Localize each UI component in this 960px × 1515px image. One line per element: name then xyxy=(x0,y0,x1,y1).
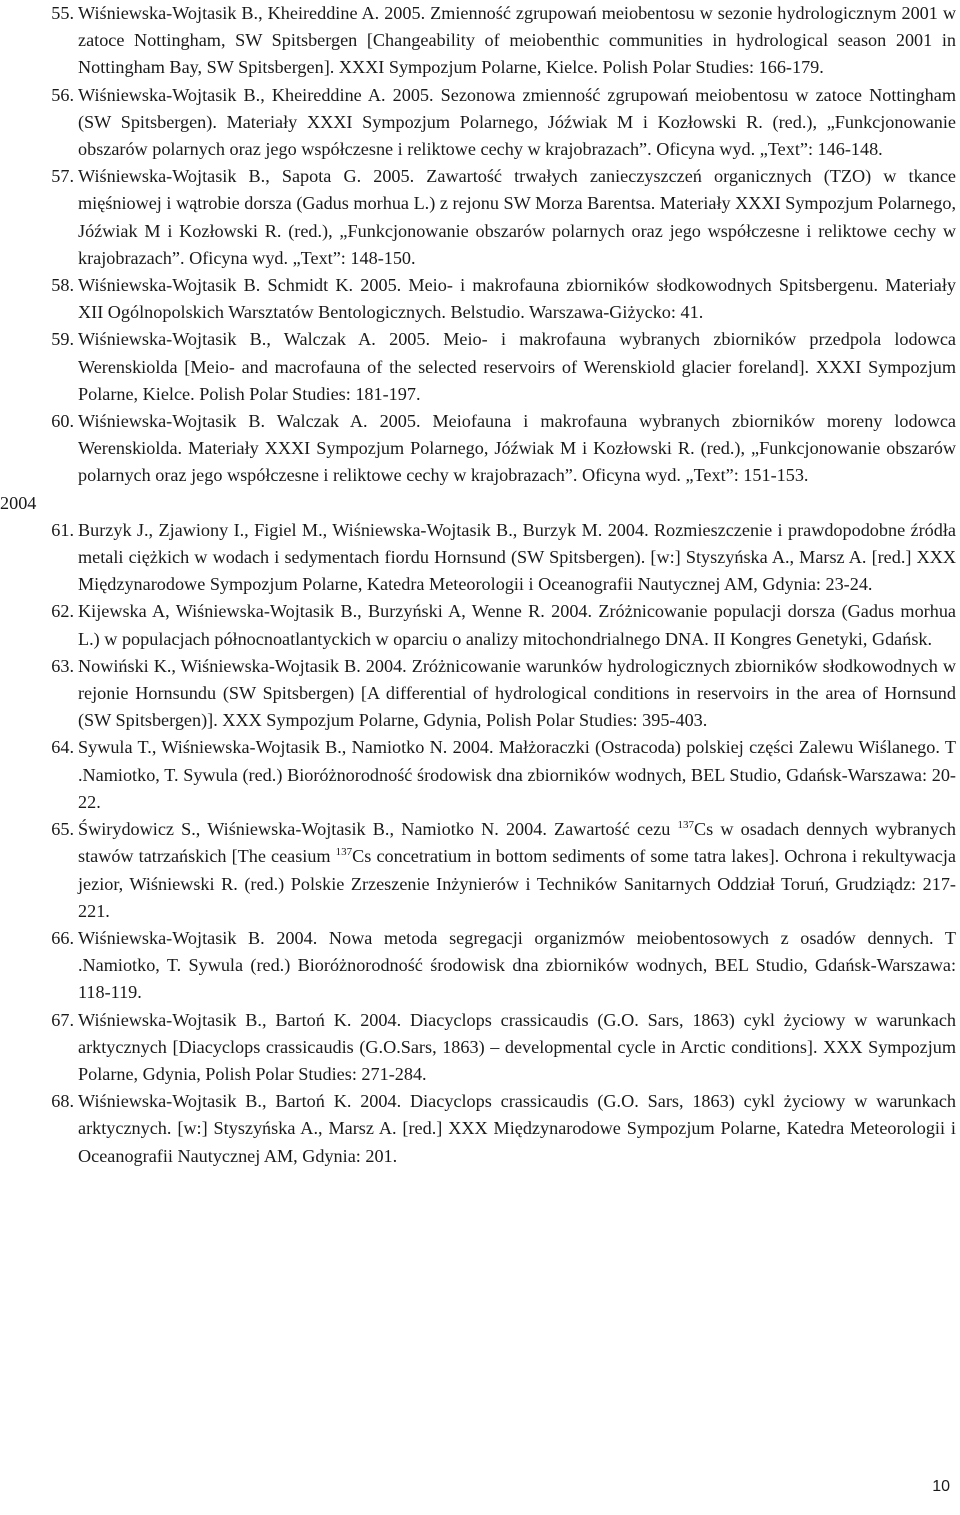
reference-entry xyxy=(51,82,956,164)
entry-number: 66. xyxy=(51,927,74,948)
entry-number: 67. xyxy=(51,1009,74,1030)
entry-text: Wiśniewska-Wojtasik B. Schmidt K. 2005. Meio- i makrofauna zbiorników słodkowodnych Spitsbergenu. Materiały XII Ogólnopolskich Warsztatów Bentologicznych. Belstudio. Warszawa-Giżycko: 41. xyxy=(78,275,956,323)
reference-entry xyxy=(51,1088,956,1170)
isotope-superscript: 137 xyxy=(677,819,694,832)
entry-text: Sywula T., Wiśniewska-Wojtasik B., Namiotko N. 2004. Małżoraczki (Ostracoda) polskiej części Zalewu Wiślanego. T .Namiotko, T. Sywula (red.) Bioróżnorodność środowisk dna zbiorników wodnych, BEL Studio, Gdańsk-Warszawa: 20-22. xyxy=(78,737,956,812)
reference-entry xyxy=(51,734,956,816)
entry-text: Wiśniewska-Wojtasik B., Kheireddine A. 2005. Sezonowa zmienność zgrupowań meiobentosu w zatoce Nottingham (SW Spitsbergen). Materiały XXXI Sympozjum Polarnego, Jóźwiak M i Kozłowski R. (red.), „Funkcjonowanie obszarów polarnych oraz jego współczesne i reliktowe cechy w krajobrazach”. Oficyna wyd. „Text”: 146-148. xyxy=(78,84,956,160)
entry-number: 63. xyxy=(51,655,74,676)
entry-number: 65. xyxy=(51,819,74,840)
entry-number: 58. xyxy=(51,275,74,296)
entry-text: Kijewska A, Wiśniewska-Wojtasik B., Burzyński A, Wenne R. 2004. Zróżnicowanie populacji dorsza (Gadus morhua L.) w populacjach północnoatlantyckich w oparciu o analizy mitochondrialnego DNA. II Kongres Genetyki, Gdańsk. xyxy=(78,601,956,649)
entry-text: Wiśniewska-Wojtasik B., Walczak A. 2005. Meio- i makrofauna wybranych zbiorników przedpola lodowca Werenskiolda [Meio- and macrofauna of the selected reservoirs of Werenskiold glacier foreland]. XXXI Sympozjum Polarne, Kielce. Polish Polar Studies: 181-197. xyxy=(78,329,956,404)
reference-entry xyxy=(51,598,956,652)
entry-number: 55. xyxy=(51,3,74,23)
entry-text: Nowiński K., Wiśniewska-Wojtasik B. 2004. Zróżnicowanie warunków hydrologicznych zbiorników słodkowodnych w rejonie Hornsundu (SW Spitsbergen) [A differential of hydrological conditions in reservoirs in the area of Hornsund (SW Spitsbergen)]. XXX Sympozjum Polarne, Gdynia, Polish Polar Studies: 395-403. xyxy=(78,655,956,731)
reference-entry xyxy=(51,0,956,82)
entry-number: 56. xyxy=(51,84,74,105)
entry-text: Burzyk J., Zjawiony I., Figiel M., Wiśniewska-Wojtasik B., Burzyk M. 2004. Rozmieszczenie i prawdopodobne źródła metali ciężkich w wodach i sedymentach fiordu Hornsund (SW Spitsbergen). [w:] Styszyńska A., Marsz A. [red.] XXX Międzynarodowe Sympozjum Polarne, Katedra Meteorologii i Oceanografii Nautycznej AM, Gdynia: 23-24. xyxy=(78,519,956,595)
reference-entry xyxy=(51,653,956,735)
isotope-superscript: 137 xyxy=(335,846,353,859)
reference-entry xyxy=(51,326,956,408)
entry-number: 60. xyxy=(51,411,74,432)
entry-text: Wiśniewska-Wojtasik B. 2004. Nowa metoda segregacji organizmów meiobentosowych z osadów dennych. T .Namiotko, T. Sywula (red.) Bioróżnorodność środowisk dna zbiorników wodnych, BEL Studio, Gdańsk-Warszawa: 118-119. xyxy=(78,927,956,1003)
entry-number: 68. xyxy=(51,1091,74,1112)
page-number: 10 xyxy=(932,1478,950,1495)
entry-text: Wiśniewska-Wojtasik B., Bartoń K. 2004. Diacyclops crassicaudis (G.O. Sars, 1863) cykl życiowy w warunkach arktycznych. [w:] Styszyńska A., Marsz A. [red.] XXX Międzynarodowe Sympozjum Polarne, Katedra Meteorologii i Oceanografii Nautycznej AM, Gdynia: 201. xyxy=(78,1091,956,1166)
entry-text-part: Świrydowicz S., Wiśniewska-Wojtasik B., Namiotko N. 2004. Zawartość cezu xyxy=(78,819,678,840)
year-heading: 2004 xyxy=(0,492,37,513)
reference-entry xyxy=(51,408,956,490)
reference-entry xyxy=(51,163,956,272)
entry-text-part: Cs w osadach dennych wybranych stawów tatrzańskich [The ceasium xyxy=(78,819,956,867)
entry-text-part: Cs concetratium in bottom sediments of some tatra lakes]. Ochrona i rekultywacja jezior, Wiśniewski R. (red.) Polskie Zrzeszenie Inżynierów i Techników Sanitarnych Oddział Toruń, Grudziądz: 217-221. xyxy=(78,846,956,921)
entry-text: Wiśniewska-Wojtasik B., Sapota G. 2005. Zawartość trwałych zanieczyszczeń organicznych (TZO) w tkance mięśniowej i wątrobie dorsza (Gadus morhua L.) z rejonu SW Morza Barentsa. Materiały XXXI Sympozjum Polarnego, Jóźwiak M i Kozłowski R. (red.), „Funkcjonowanie obszarów polarnych oraz jego współczesne i reliktowe cechy w krajobrazach”. Oficyna wyd. „Text”: 148-150. xyxy=(78,166,956,268)
entry-number: 61. xyxy=(51,519,74,540)
entry-number: 59. xyxy=(51,329,74,350)
reference-entry xyxy=(51,816,956,925)
reference-entry xyxy=(51,517,956,599)
entry-number: 64. xyxy=(51,737,74,758)
reference-entry xyxy=(51,925,956,1007)
entry-text: Wiśniewska-Wojtasik B., Bartoń K. 2004. Diacyclops crassicaudis (G.O. Sars, 1863) cykl życiowy w warunkach arktycznych [Diacyclops crassicaudis (G.O.Sars, 1863) – developmental cycle in Arctic conditions]. XXX Sympozjum Polarne, Gdynia, Polish Polar Studies: 271-284. xyxy=(78,1009,956,1084)
reference-entry xyxy=(51,272,956,326)
entry-number: 62. xyxy=(51,601,74,622)
entry-text: Wiśniewska-Wojtasik B., Kheireddine A. 2005. Zmienność zgrupowań meiobentosu w sezonie hydrologicznym 2001 w zatoce Nottingham, SW Spitsbergen [Changeability of meiobenthic communities in hydrological season 2001 in Nottingham Bay, SW Spitsbergen]. XXXI Sympozjum Polarne, Kielce. Polish Polar Studies: 166-179. xyxy=(78,3,956,78)
reference-entry xyxy=(51,1007,956,1089)
entry-number: 57. xyxy=(51,166,74,187)
entry-text: Wiśniewska-Wojtasik B. Walczak A. 2005. Meiofauna i makrofauna wybranych zbiorników moreny lodowca Werenskiolda. Materiały XXXI Sympozjum Polarnego, Jóźwiak M i Kozłowski R. (red.), „Funkcjonowanie obszarów polarnych oraz jego współczesne i reliktowe cechy w krajobrazach”. Oficyna wyd. „Text”: 151-153. xyxy=(78,411,956,486)
